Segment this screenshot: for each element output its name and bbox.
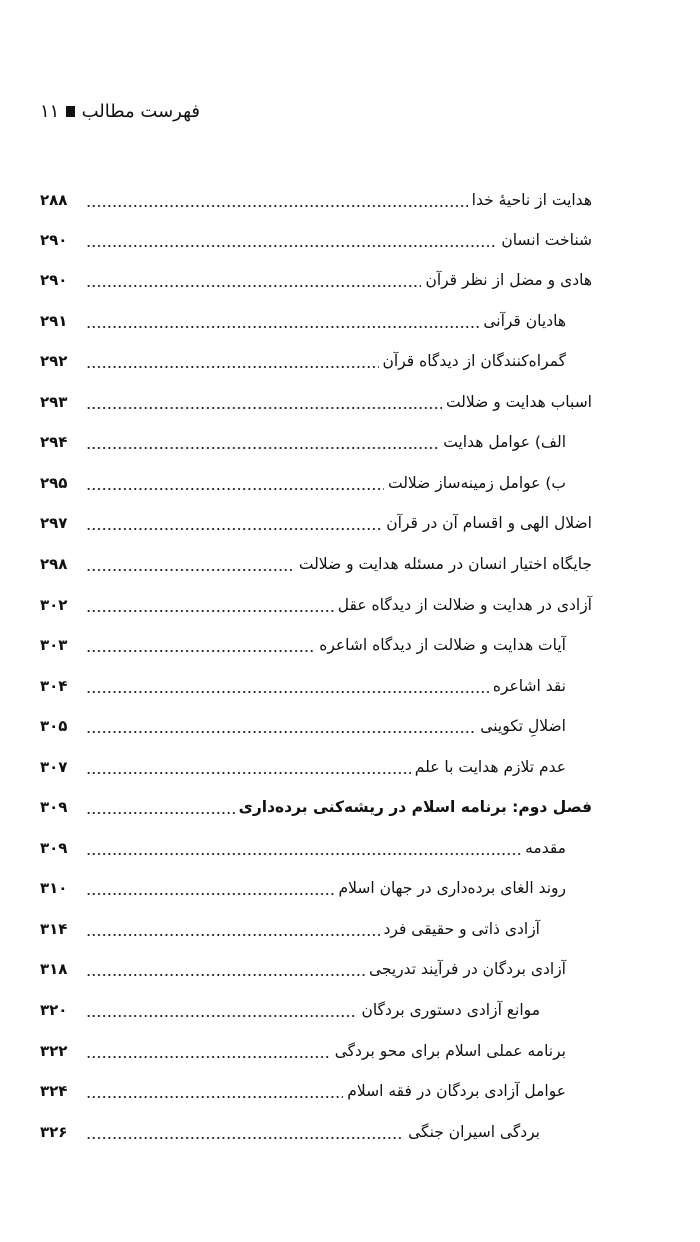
toc-entry[interactable] [40,220,592,260]
dot-leader [86,245,497,247]
toc-entry[interactable] [40,1071,566,1111]
toc-entry[interactable] [40,990,540,1030]
toc-entry-title: آزادی بردگان در فرآیند تدریجی [368,960,566,978]
toc-entry-page: ۲۹۷ [40,514,68,532]
toc-entry[interactable] [40,503,592,543]
toc-entry[interactable] [40,909,540,949]
toc-entry-title: اسباب هدایت و ضلالت [445,393,592,411]
toc-entry-page: ۳۰۳ [40,636,68,654]
toc-entry[interactable] [40,747,566,787]
dot-leader [86,366,379,368]
toc-entry-title: جایگاه اختیار انسان در مسئله هدایت و ضلالت [298,555,592,573]
dot-leader [86,731,476,733]
toc-entry-page: ۳۰۵ [40,717,68,735]
toc-entry-title: اضلالِ تکوینی [480,717,566,735]
toc-entry-title: بردگی اسیران جنگی [408,1123,540,1141]
toc-entry-title: ب) عوامل زمینه‌ساز ضلالت [387,474,566,492]
toc-entry-page: ۳۲۴ [40,1082,68,1100]
header-page-number: ۱۱ [40,100,60,122]
dot-leader [86,974,365,976]
toc-entry[interactable] [40,301,566,341]
toc-entry-page: ۳۰۲ [40,596,68,614]
dot-leader [86,934,380,936]
toc-entry-page: ۳۰۴ [40,677,68,695]
toc-entry-title: شناخت انسان [501,231,592,249]
toc-entry[interactable] [40,868,566,908]
toc-entry[interactable] [40,382,592,422]
dot-leader [86,285,421,287]
toc-entry[interactable] [40,422,566,462]
dot-leader [86,1015,357,1017]
toc-entry[interactable] [40,706,566,746]
dot-leader [86,1096,343,1098]
dot-leader [86,569,295,571]
toc-entry-page: ۲۹۱ [40,312,68,330]
toc-entry[interactable] [40,949,566,989]
toc-entry[interactable] [40,625,566,665]
toc-entry-page: ۳۲۲ [40,1042,68,1060]
toc-entry-page: ۳۱۰ [40,879,68,897]
running-header [40,96,200,126]
toc-entry-title: الف) عوامل هدایت [443,433,566,451]
toc-entry-page: ۲۹۰ [40,231,68,249]
toc-entry-title: موانع آزادی دستوری بردگان [361,1001,540,1019]
toc-entry[interactable] [40,828,566,868]
dot-leader [86,691,489,693]
toc-entry-title: گمراه‌کنندگان از دیدگاه قرآن [382,352,566,370]
toc-entry[interactable] [40,341,566,381]
toc-entry[interactable] [40,544,592,584]
toc-entry[interactable] [40,260,592,300]
toc-entry-title: آزادی در هدایت و ضلالت از دیدگاه عقل [337,596,592,614]
dot-leader [86,1056,331,1058]
toc-entry-title: نقد اشاعره [492,677,566,695]
toc-entry-title: عدم تلازم هدایت با علم [414,758,566,776]
dot-leader [86,812,235,814]
dot-leader [86,447,439,449]
square-bullet-icon [66,106,74,117]
toc-entry-page: ۳۱۸ [40,960,68,978]
toc-entry[interactable] [40,666,566,706]
dot-leader [86,205,468,207]
toc-chapter-entry[interactable] [40,787,592,827]
toc-entry-page: ۲۹۵ [40,474,68,492]
toc-entry-page: ۳۲۶ [40,1123,68,1141]
toc-entry[interactable] [40,585,592,625]
dot-leader [86,528,382,530]
toc-entry-page: ۲۹۲ [40,352,68,370]
toc-entry-page: ۳۱۴ [40,920,68,938]
header-section-title: فهرست مطالب [81,100,200,122]
toc-entry-page: ۳۰۹ [40,839,68,857]
toc-entry[interactable] [40,463,566,503]
toc-entry-page: ۲۹۸ [40,555,68,573]
toc-entry-title: مقدمه [525,839,566,857]
toc-entry[interactable] [40,1031,566,1071]
dot-leader [86,407,442,409]
dot-leader [86,1137,404,1139]
toc-entry-title: عوامل آزادی بردگان در فقه اسلام [347,1082,566,1100]
dot-leader [86,610,334,612]
toc-entry-title: هدایت از ناحیهٔ خدا [471,191,592,209]
toc-entry-page: ۲۹۳ [40,393,68,411]
toc-entry-page: ۲۹۴ [40,433,68,451]
toc-entry[interactable] [40,180,592,220]
toc-chapter-title: فصل دوم: برنامه اسلام در ریشه‌کنی برده‌داری [238,798,592,816]
toc-entry-title: آزادی ذاتی و حقیقی فرد [383,920,540,938]
toc-entry-title: روند الغای برده‌داری در جهان اسلام [338,879,566,897]
dot-leader [86,326,479,328]
toc-entry-page: ۲۸۸ [40,191,68,209]
toc-entry-title: برنامه عملی اسلام برای محو بردگی [334,1042,566,1060]
toc-entry-page: ۳۲۰ [40,1001,68,1019]
toc-entry-page: ۳۰۷ [40,758,68,776]
dot-leader [86,853,521,855]
toc-entry-title: اضلال الهی و اقسام آن در قرآن [386,514,592,532]
toc-entry-title: هادیان قرآنی [483,312,566,330]
dot-leader [86,893,335,895]
dot-leader [86,650,315,652]
toc-entry-title: آیات هدایت و ضلالت از دیدگاه اشاعره [319,636,566,654]
toc-entry[interactable] [40,1112,540,1152]
toc-entry-title: هادی و مضل از نظر قرآن [425,271,592,289]
toc-entry-page: ۳۰۹ [40,798,68,816]
toc-entry-page: ۲۹۰ [40,271,68,289]
dot-leader [86,488,384,490]
dot-leader [86,772,411,774]
